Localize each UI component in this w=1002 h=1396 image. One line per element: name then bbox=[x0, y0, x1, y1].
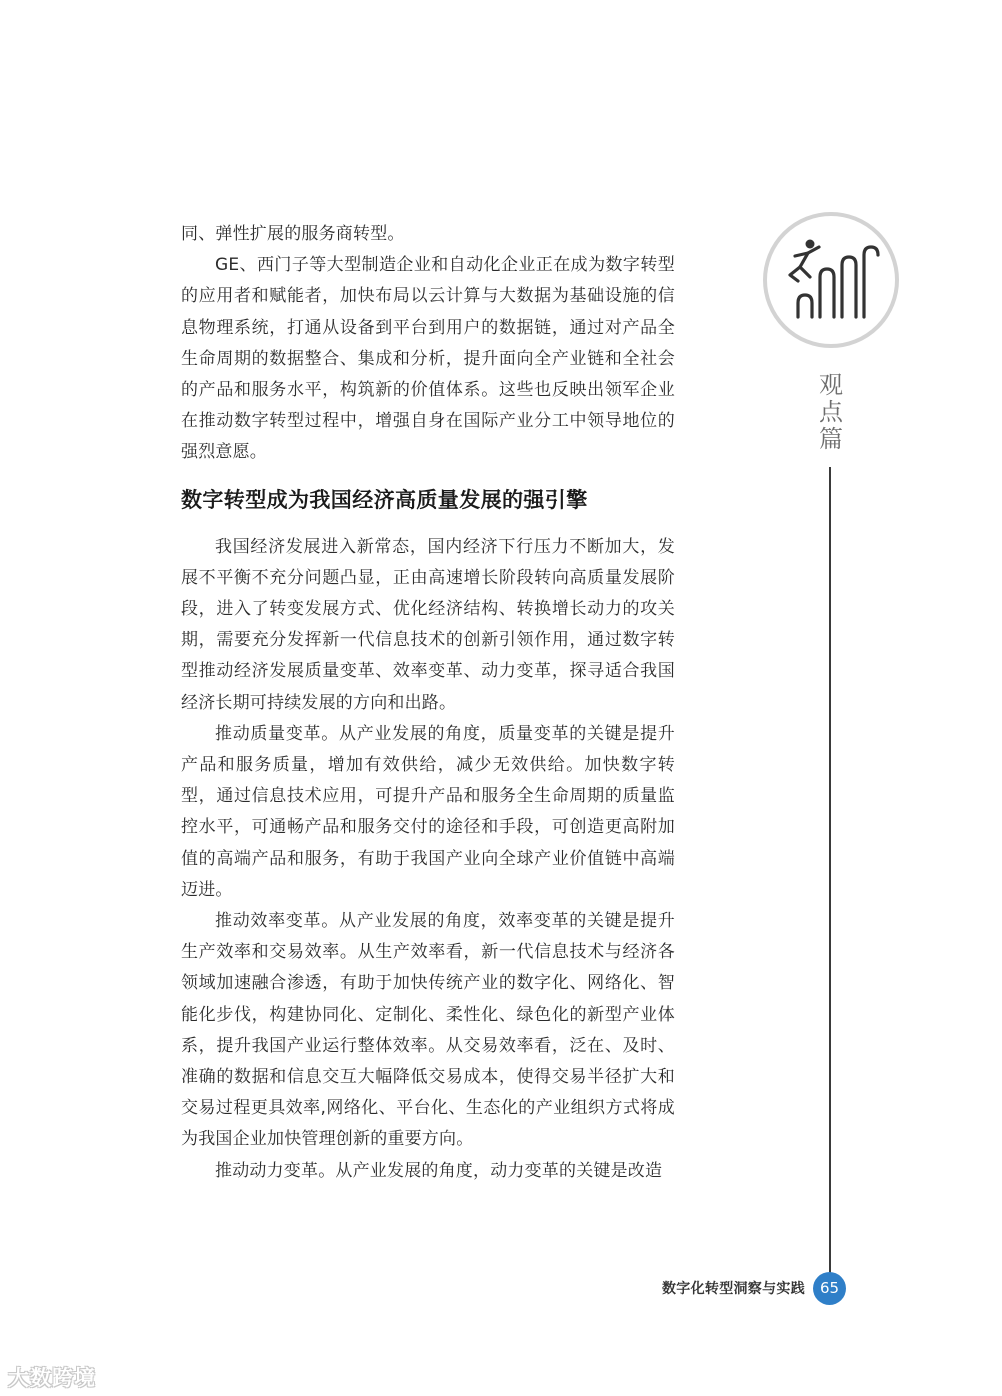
book-title: 数字化转型洞察与实践 bbox=[662, 1281, 805, 1297]
paragraph-quality: 推动质量变革。从产业发展的角度，质量变革的关键是提升产品和服务质量，增加有效供给，减少无效供给。加快数字转型，通过信息技术应用，可提升产品和服务全生命周期的质量监控水平，可通畅产品和服务交付的途径和手段，可创造更高附加值的高端产品和服务，有助于我国产业向全球产业价值链中高端迈进。 bbox=[181, 723, 675, 900]
watermark: 大数跨境 bbox=[8, 1366, 96, 1390]
vertical-char: 观 bbox=[819, 371, 843, 399]
section-heading: 数字转型成为我国经济高质量发展的强引擎 bbox=[181, 486, 588, 512]
vertical-char: 篇 bbox=[819, 425, 843, 453]
section-vertical-title bbox=[815, 372, 847, 453]
article-column bbox=[181, 219, 675, 1187]
paragraph-economy: 我国经济发展进入新常态，国内经济下行压力不断加大，发展不平衡不充分问题凸显，正由高速增长阶段转向高质量发展阶段，进入了转变发展方式、优化经济结构、转换增长动力的攻关期，需要充分发挥新一代信息技术的创新引领作用，通过数字转型推动经济发展质量变革、效率变革、动力变革，探寻适合我国经济长期可持续发展的方向和出路。 bbox=[181, 536, 675, 713]
intro-fragment: 同、弹性扩展的服务商转型。 bbox=[181, 224, 405, 244]
vertical-divider bbox=[829, 467, 831, 1273]
paragraph-power: 推动动力变革。从产业发展的角度，动力变革的关键是改造 bbox=[215, 1160, 663, 1181]
paragraph-efficiency: 推动效率变革。从产业发展的角度，效率变革的关键是提升生产效率和交易效率。从生产效率看，新一代信息技术与经济各领域加速融合渗透，有助于加快传统产业的数字化、网络化、智能化步伐，构建协同化、定制化、柔性化、绿色化的新型产业体系，提升我国产业运行整体效率。从交易效率看，泛在、及时、准确的数据和信息交互大幅降低交易成本，使得交易半径扩大和交易过程更具效率,网络化、平台化、生态化的产业组织方式将成为我国企业加快管理创新的重要方向。 bbox=[181, 911, 675, 1150]
vertical-char: 点 bbox=[819, 398, 843, 426]
page-number-badge: 65 bbox=[813, 1272, 846, 1305]
climber-bars-icon bbox=[762, 211, 900, 349]
paragraph-ge: GE、西门子等大型制造企业和自动化企业正在成为数字转型的应用者和赋能者，加快布局以云计算与大数据为基础设施的信息物理系统，打通从设备到平台到用户的数据链，通过对产品全生命周期的数据整合、集成和分析，提升面向全产业链和全社会的产品和服务水平，构筑新的价值体系。这些也反映出领军企业在推动数字转型过程中，增强自身在国际产业分工中领导地位的强烈意愿。 bbox=[181, 255, 675, 463]
